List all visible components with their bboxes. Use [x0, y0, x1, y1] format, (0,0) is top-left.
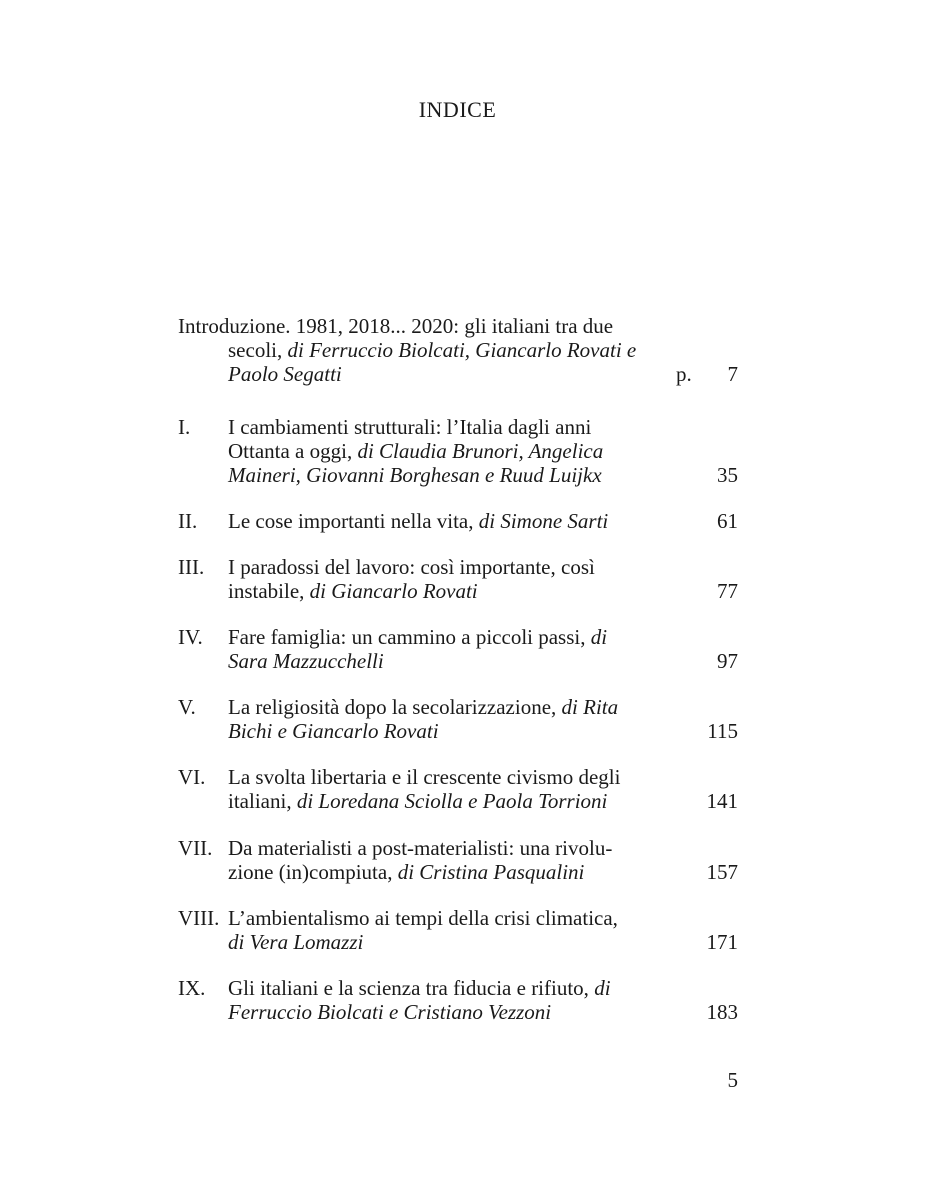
- chapter-authors: di Giancarlo Rovati: [309, 579, 478, 603]
- chapter-title: [228, 625, 678, 649]
- chapter-title-text: Le cose importanti nella vita,: [228, 509, 479, 533]
- chapter-title: La svolta libertaria e il crescente civismo degli: [228, 765, 621, 789]
- page-number: 171: [706, 930, 738, 954]
- chapter-authors: di Cristina Pasqualini: [397, 860, 585, 884]
- chapter-authors-line: [228, 649, 678, 673]
- chapter-title-cont: [228, 579, 678, 603]
- page-number: 141: [706, 789, 738, 813]
- chapter-authors: di: [594, 976, 611, 1000]
- intro-line-3: [228, 362, 738, 386]
- page-number: 97: [717, 649, 738, 673]
- chapter-number: III.: [178, 555, 205, 579]
- page-number: 77: [717, 579, 738, 603]
- chapter-authors: di Loredana Sciolla e Paola Torrioni: [296, 789, 608, 813]
- chapter-title: [228, 695, 678, 719]
- chapter-authors: di Vera Lomazzi: [228, 930, 364, 954]
- page-number: 115: [707, 719, 738, 743]
- chapter-title-text: zione (in)compiuta,: [228, 860, 398, 884]
- chapter-title: [228, 509, 678, 533]
- chapter-title-text: La religiosità dopo la secolarizzazione,: [228, 695, 562, 719]
- chapter-title-cont: [228, 439, 678, 463]
- chapter-number: IV.: [178, 625, 203, 649]
- chapter-number: IX.: [178, 976, 206, 1000]
- chapter-authors-line: [228, 1000, 678, 1024]
- chapter-title-text: Fare famiglia: un cammino a piccoli passi,: [228, 625, 591, 649]
- chapter-authors: di Claudia Brunori, Angelica: [357, 439, 604, 463]
- chapter-title: Da materialisti a post-materialisti: una rivolu-: [228, 836, 613, 860]
- page-number: 61: [717, 509, 738, 533]
- chapter-title: [228, 976, 678, 1000]
- page-number: 7: [727, 362, 738, 386]
- chapter-title-text: instabile,: [228, 579, 310, 603]
- intro-line-2-text: secoli,: [228, 338, 288, 362]
- chapter-authors: di: [590, 625, 608, 649]
- page-number: 157: [706, 860, 738, 884]
- chapter-authors: di Simone Sarti: [478, 509, 609, 533]
- page-number: 35: [717, 463, 738, 487]
- intro-authors-cont: Paolo Segatti: [228, 362, 342, 386]
- chapter-number: VI.: [178, 765, 206, 789]
- intro-line-1: Introduzione. 1981, 2018... 2020: gli italiani tra due: [178, 314, 614, 338]
- chapter-title-cont: [228, 860, 678, 884]
- chapter-title-text: Ottanta a oggi,: [228, 439, 358, 463]
- page-number: 183: [706, 1000, 738, 1024]
- chapter-authors-line: [228, 463, 678, 487]
- chapter-title-cont: [228, 789, 678, 813]
- chapter-number: VII.: [178, 836, 213, 860]
- chapter-authors-cont: Ferruccio Biolcati e Cristiano Vezzoni: [228, 1000, 552, 1024]
- chapter-authors-line: [228, 930, 678, 954]
- chapter-authors-line: [228, 719, 678, 743]
- chapter-number: II.: [178, 509, 198, 533]
- page-prefix: p.: [676, 362, 692, 386]
- intro-authors: di Ferruccio Biolcati, Giancarlo Rovati e: [287, 338, 637, 362]
- chapter-number: V.: [178, 695, 196, 719]
- chapter-authors-cont: Maineri, Giovanni Borghesan e Ruud Luijkx: [228, 463, 602, 487]
- page-title: INDICE: [418, 97, 497, 122]
- chapter-title-text: italiani,: [228, 789, 297, 813]
- chapter-number: VIII.: [178, 906, 220, 930]
- chapter-title: L’ambientalismo ai tempi della crisi climatica,: [228, 906, 618, 930]
- chapter-title-text: Gli italiani e la scienza tra fiducia e rifiuto,: [228, 976, 595, 1000]
- chapter-title: I cambiamenti strutturali: l’Italia dagli anni: [228, 415, 592, 439]
- chapter-authors-cont: Sara Mazzucchelli: [228, 649, 384, 673]
- chapter-authors-cont: Bichi e Giancarlo Rovati: [228, 719, 439, 743]
- intro-line-2: [228, 338, 738, 362]
- chapter-number: I.: [178, 415, 191, 439]
- folio-page-number: 5: [727, 1068, 738, 1092]
- chapter-title: I paradossi del lavoro: così importante, così: [228, 555, 595, 579]
- chapter-authors: di Rita: [561, 695, 619, 719]
